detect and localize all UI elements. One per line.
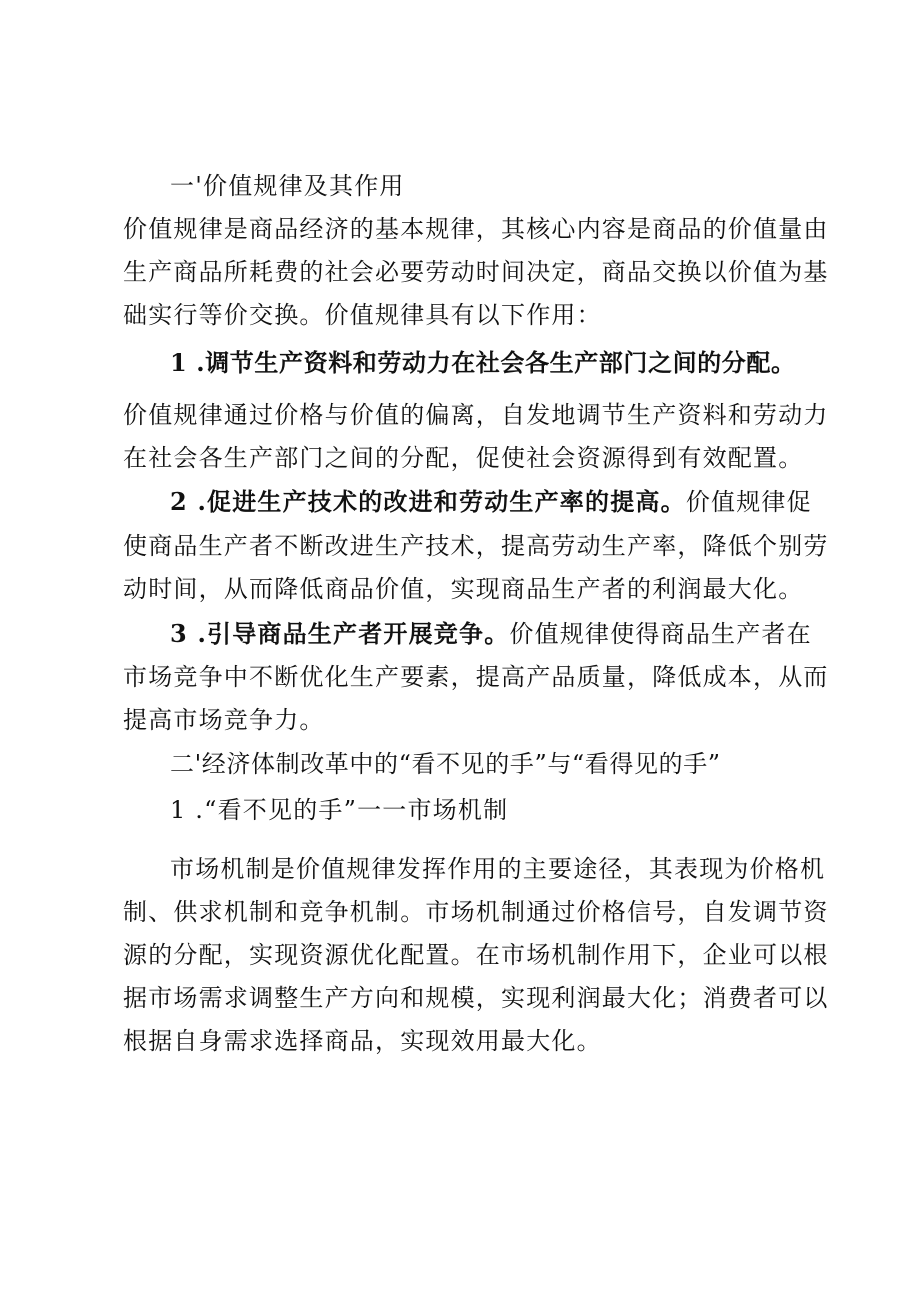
- market-para-line-2: 制、供求机制和竞争机制。市场机制通过价格信号，自发调节资: [123, 898, 829, 926]
- item-3-title: 3 .引导商品生产者开展竞争。: [170, 619, 510, 648]
- intro-line-3: 础实行等价交换。价值规律具有以下作用：: [123, 301, 602, 329]
- item-1-body-line-2: 在社会各生产部门之间的分配，促使社会资源得到有效配置。: [123, 444, 804, 472]
- section-2-heading: 二'经济体制改革中的“看不见的手”与“看得见的手”: [170, 750, 721, 778]
- item-2-title: 2 .促进生产技术的改进和劳动生产率的提高。: [170, 487, 686, 516]
- market-para-line-3: 源的分配，实现资源优化配置。在市场机制作用下，企业可以根: [123, 941, 829, 969]
- item-2-body-start: 价值规律促: [685, 488, 812, 516]
- section-1-heading: 一'价值规律及其作用: [170, 172, 405, 200]
- item-1-title: 1 .调节生产资料和劳动力在社会各生产部门之间的分配。: [170, 348, 796, 377]
- item-2-body-line-2: 动时间，从而降低商品价值，实现商品生产者的利润最大化。: [123, 575, 804, 603]
- item-3-body-line-2: 提高市场竞争力。: [123, 706, 325, 734]
- item-2-first-line: [170, 486, 860, 518]
- item-3-body-start: 价值规律使得商品生产者在: [509, 620, 812, 648]
- item-2-body-line-1: 使商品生产者不断改进生产技术，提高劳动生产率，降低个别劳: [123, 532, 829, 560]
- item-3-body-line-1: 市场竞争中不断优化生产要素，提高产品质量，降低成本，从而: [123, 663, 829, 691]
- item-3-first-line: [170, 618, 860, 650]
- intro-line-1: 价值规律是商品经济的基本规律，其核心内容是商品的价值量由: [123, 215, 829, 243]
- intro-line-2: 生产商品所耗费的社会必要劳动时间决定，商品交换以价值为基: [123, 258, 829, 286]
- subsection-1-heading: 1 .“看不见的手”一一市场机制: [170, 796, 509, 824]
- market-para-line-4: 据市场需求调整生产方向和规模，实现利润最大化；消费者可以: [123, 984, 829, 1012]
- market-para-line-5: 根据自身需求选择商品，实现效用最大化。: [123, 1027, 602, 1055]
- market-para-line-1: 市场机制是价值规律发挥作用的主要途径，其表现为价格机: [170, 855, 826, 883]
- item-1-body-line-1: 价值规律通过价格与价值的偏离，自发地调节生产资料和劳动力: [123, 401, 829, 429]
